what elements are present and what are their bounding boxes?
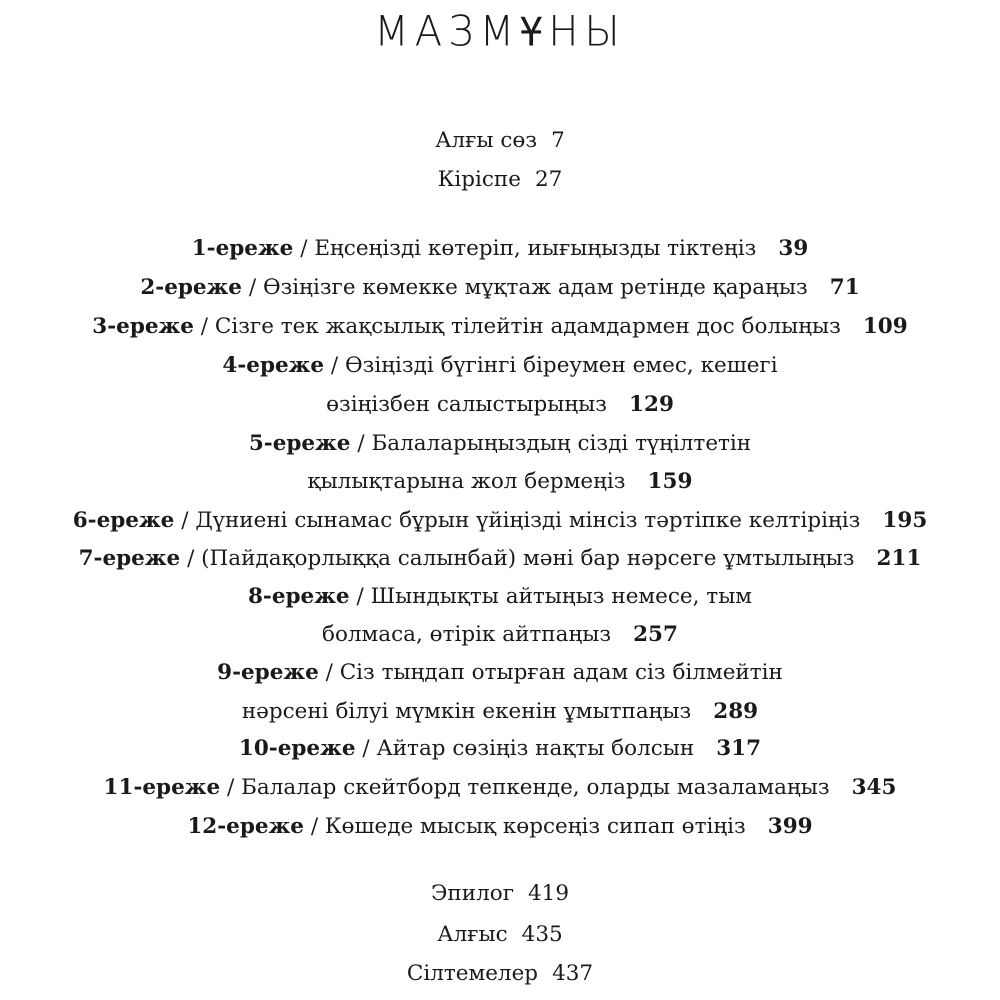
- separator: /: [248, 275, 257, 300]
- toc-entry-rule-3: [0, 313, 1000, 341]
- entry-page-number: 129: [629, 392, 674, 417]
- separator: /: [187, 546, 195, 571]
- rule-title: Балаларыңыздың сізді түңілтетін: [371, 431, 752, 456]
- entry-label: Алғы сөз: [435, 128, 538, 153]
- rule-number: 12-ереже: [187, 814, 304, 839]
- rule-title: Көшеде мысық көрсеңіз сипап өтіңіз: [324, 814, 746, 839]
- entry-page-number: 345: [851, 775, 897, 800]
- entry-page-number: 159: [647, 469, 693, 494]
- rule-number: 2-ереже: [140, 275, 242, 300]
- rule-title: Сізге тек жақсылық тілейтін адамдармен дос болыңыз: [214, 314, 841, 339]
- toc-entry-rule-9: [0, 659, 1000, 687]
- rule-number: 8-ереже: [247, 584, 350, 609]
- rule-title: Өзіңізге көмекке мұқтаж адам ретінде қараңыз: [262, 275, 808, 300]
- toc-entry-introduction: [0, 166, 1000, 194]
- rule-number: 9-ереже: [217, 660, 319, 685]
- toc-entry-references: [0, 960, 1000, 988]
- entry-label: Алғыс: [437, 922, 508, 947]
- entry-page-number: 39: [778, 236, 809, 261]
- rule-number: 4-ереже: [222, 353, 325, 378]
- rule-number: 5-ереже: [248, 431, 351, 456]
- toc-entry-rule-5: [0, 430, 1000, 458]
- rule-number: 3-ереже: [92, 314, 194, 339]
- entry-page-number: 399: [767, 814, 813, 839]
- entry-page-number: 289: [713, 699, 759, 724]
- entry-page-number: 109: [862, 314, 908, 339]
- separator: /: [200, 314, 209, 339]
- toc-entry-epilogue: [0, 880, 1000, 908]
- separator: /: [357, 431, 365, 456]
- toc-entry-rule-8: [0, 583, 1000, 611]
- separator: /: [300, 236, 308, 261]
- rule-title: Айтар сөзіңіз нақты болсын: [376, 736, 695, 761]
- entry-label: Сілтемелер: [406, 961, 539, 986]
- toc-entry-foreword: [0, 127, 1000, 155]
- toc-entry-acknowledgements: [0, 921, 1000, 949]
- rule-title-continued: нәрсені білуі мүмкін екенін ұмытпаңыз: [241, 699, 692, 724]
- rule-number: 11-ереже: [103, 775, 221, 800]
- rule-number: 6-ереже: [72, 508, 175, 533]
- entry-page-number: 71: [829, 275, 860, 300]
- entry-page-number: 317: [716, 736, 762, 761]
- rule-title-continued: өзіңізбен салыстырыңыз: [326, 392, 608, 417]
- toc-entry-rule-8-continued: [0, 621, 1000, 649]
- rule-number: 7-ереже: [78, 546, 181, 571]
- rule-title: (Пайдақорлыққа салынбай) мәні бар нәрсеге ұмтылыңыз: [201, 546, 855, 571]
- toc-entry-rule-5-continued: [0, 468, 1000, 496]
- entry-page-number: 211: [876, 546, 922, 571]
- toc-entry-rule-12: [0, 813, 1000, 841]
- separator: /: [330, 353, 339, 378]
- entry-page-number: 257: [633, 622, 678, 647]
- separator: /: [362, 736, 370, 761]
- page-title: МАЗМҰНЫ: [374, 7, 626, 57]
- separator: /: [356, 584, 364, 609]
- toc-entry-rule-1: [0, 235, 1000, 263]
- toc-entry-rule-6: [0, 507, 1000, 535]
- toc-entry-rule-4: [0, 352, 1000, 380]
- toc-entry-rule-10: [0, 735, 1000, 763]
- separator: /: [310, 814, 319, 839]
- entry-page-number: 7: [551, 128, 565, 153]
- rule-title: Дүниені сынамас бұрын үйіңізді мінсіз тәртіпке келтіріңіз: [195, 508, 861, 533]
- entry-page-number: 435: [521, 922, 563, 947]
- rule-title: Өзіңізді бүгінгі біреумен емес, кешегі: [345, 353, 778, 378]
- separator: /: [181, 508, 189, 533]
- separator: /: [227, 775, 235, 800]
- entry-page-number: 419: [527, 881, 570, 906]
- rule-title-continued: болмаса, өтірік айтпаңыз: [322, 622, 612, 647]
- entry-label: Эпилог: [430, 881, 514, 906]
- separator: /: [325, 660, 333, 685]
- rule-title: Еңсеңізді көтеріп, иығыңызды тіктеңіз: [314, 236, 757, 261]
- rule-number: 10-ереже: [238, 736, 356, 761]
- toc-entry-rule-11: [0, 774, 1000, 802]
- entry-page-number: 195: [882, 508, 928, 533]
- entry-page-number: 27: [534, 167, 563, 192]
- entry-page-number: 437: [552, 961, 594, 986]
- rule-title: Балалар скейтборд тепкенде, оларды мазаламаңыз: [241, 775, 830, 800]
- entry-label: Кіріспе: [437, 167, 521, 192]
- toc-entry-rule-4-continued: [0, 391, 1000, 419]
- toc-entry-rule-7: [0, 545, 1000, 573]
- rule-title: Шындықты айтыңыз немесе, тым: [370, 584, 753, 609]
- toc-entry-rule-2: [0, 274, 1000, 302]
- toc-entry-rule-9-continued: [0, 698, 1000, 726]
- rule-title-continued: қылықтарына жол бермеңіз: [307, 469, 626, 494]
- rule-title: Сіз тыңдап отырған адам сіз білмейтін: [339, 660, 783, 685]
- rule-number: 1-ереже: [191, 236, 294, 261]
